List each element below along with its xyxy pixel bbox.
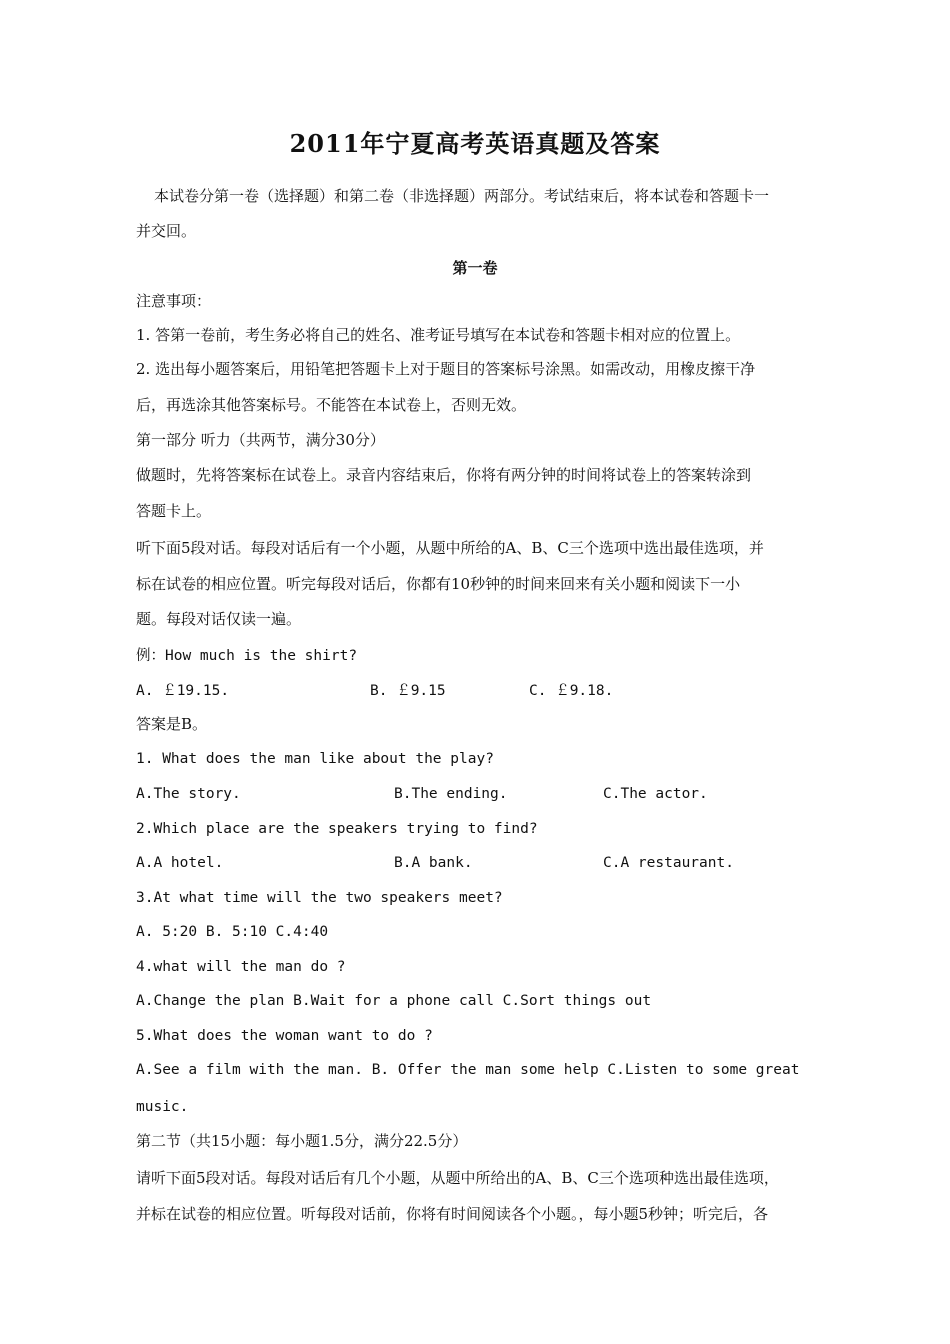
question-2: 2.Which place are the speakers trying to find? bbox=[136, 821, 538, 837]
question-3: 3.At what time will the two speakers meet? bbox=[136, 890, 503, 906]
example-option-b: B. ￡9.15 bbox=[370, 683, 446, 699]
part1-instr-line-1: 做题时，先将答案标在试卷上。录音内容结束后，你将有两分钟的时间将试卷上的答案转涂到 bbox=[136, 466, 752, 484]
question-3-options: A. 5:20 B. 5:10 C.4:40 bbox=[136, 924, 329, 940]
section1-line-1: 听下面5段对话。每段对话后有一个小题，从题中所给的A、B、C三个选项中选出最佳选项，并 bbox=[136, 539, 764, 557]
question-4: 4.what will the man do ? bbox=[136, 959, 346, 975]
question-5-options-line-1: A.See a film with the man. B. Offer the man some help C.Listen to some great bbox=[136, 1062, 800, 1078]
example-question: 例：How much is the shirt? bbox=[136, 648, 358, 664]
section2-line-1: 请听下面5段对话。每段对话后有几个小题，从题中所给出的A、B、C三个选项种选出最佳选项， bbox=[136, 1169, 779, 1187]
intro-line-2: 并交回。 bbox=[136, 222, 197, 240]
notice-item-2-line-1: 2. 选出每小题答案后，用铅笔把答题卡上对于题目的答案标号涂黑。如需改动，用橡皮擦干净 bbox=[136, 360, 756, 378]
q1-option-a: A.The story. bbox=[136, 786, 241, 802]
q2-option-a: A.A hotel. bbox=[136, 855, 224, 871]
intro-line-1: 本试卷分第一卷（选择题）和第二卷（非选择题）两部分。考试结束后，将本试卷和答题卡一 bbox=[154, 187, 770, 205]
question-5: 5.What does the woman want to do ? bbox=[136, 1028, 433, 1044]
example-answer: 答案是B。 bbox=[136, 715, 208, 733]
q1-option-b: B.The ending. bbox=[394, 786, 508, 802]
question-4-options: A.Change the plan B.Wait for a phone call C.Sort things out bbox=[136, 993, 652, 1009]
section2-line-2: 并标在试卷的相应位置。听每段对话前，你将有时间阅读各个小题。，每小题5秒钟；听完后，各 bbox=[136, 1205, 769, 1223]
section-heading: 第一卷 bbox=[452, 259, 498, 277]
example-option-c: C. ￡9.18. bbox=[529, 683, 614, 699]
notice-label: 注意事项： bbox=[136, 292, 212, 310]
q1-option-c: C.The actor. bbox=[603, 786, 708, 802]
question-5-options-line-2: music. bbox=[136, 1099, 189, 1115]
q2-option-c: C.A restaurant. bbox=[603, 855, 734, 871]
section2-heading: 第二节（共15小题：每小题1.5分，满分22.5分） bbox=[136, 1132, 468, 1150]
notice-item-2-line-2: 后，再选涂其他答案标号。不能答在本试卷上，否则无效。 bbox=[136, 396, 527, 414]
section1-line-2: 标在试卷的相应位置。听完每段对话后，你都有10秒钟的时间来回来有关小题和阅读下一小 bbox=[136, 575, 741, 593]
part1-instr-line-2: 答题卡上。 bbox=[136, 502, 212, 520]
example-option-a: A. ￡19.15. bbox=[136, 683, 230, 699]
notice-item-1: 1. 答第一卷前，考生务必将自己的姓名、准考证号填写在本试卷和答题卡相对应的位置上。 bbox=[136, 326, 741, 344]
section1-line-3: 题。每段对话仅读一遍。 bbox=[136, 610, 302, 628]
document-title: 2011年宁夏高考英语真题及答案 bbox=[289, 129, 661, 158]
question-1: 1. What does the man like about the play? bbox=[136, 751, 494, 767]
q2-option-b: B.A bank. bbox=[394, 855, 473, 871]
part1-heading: 第一部分 听力（共两节，满分30分） bbox=[136, 431, 385, 449]
